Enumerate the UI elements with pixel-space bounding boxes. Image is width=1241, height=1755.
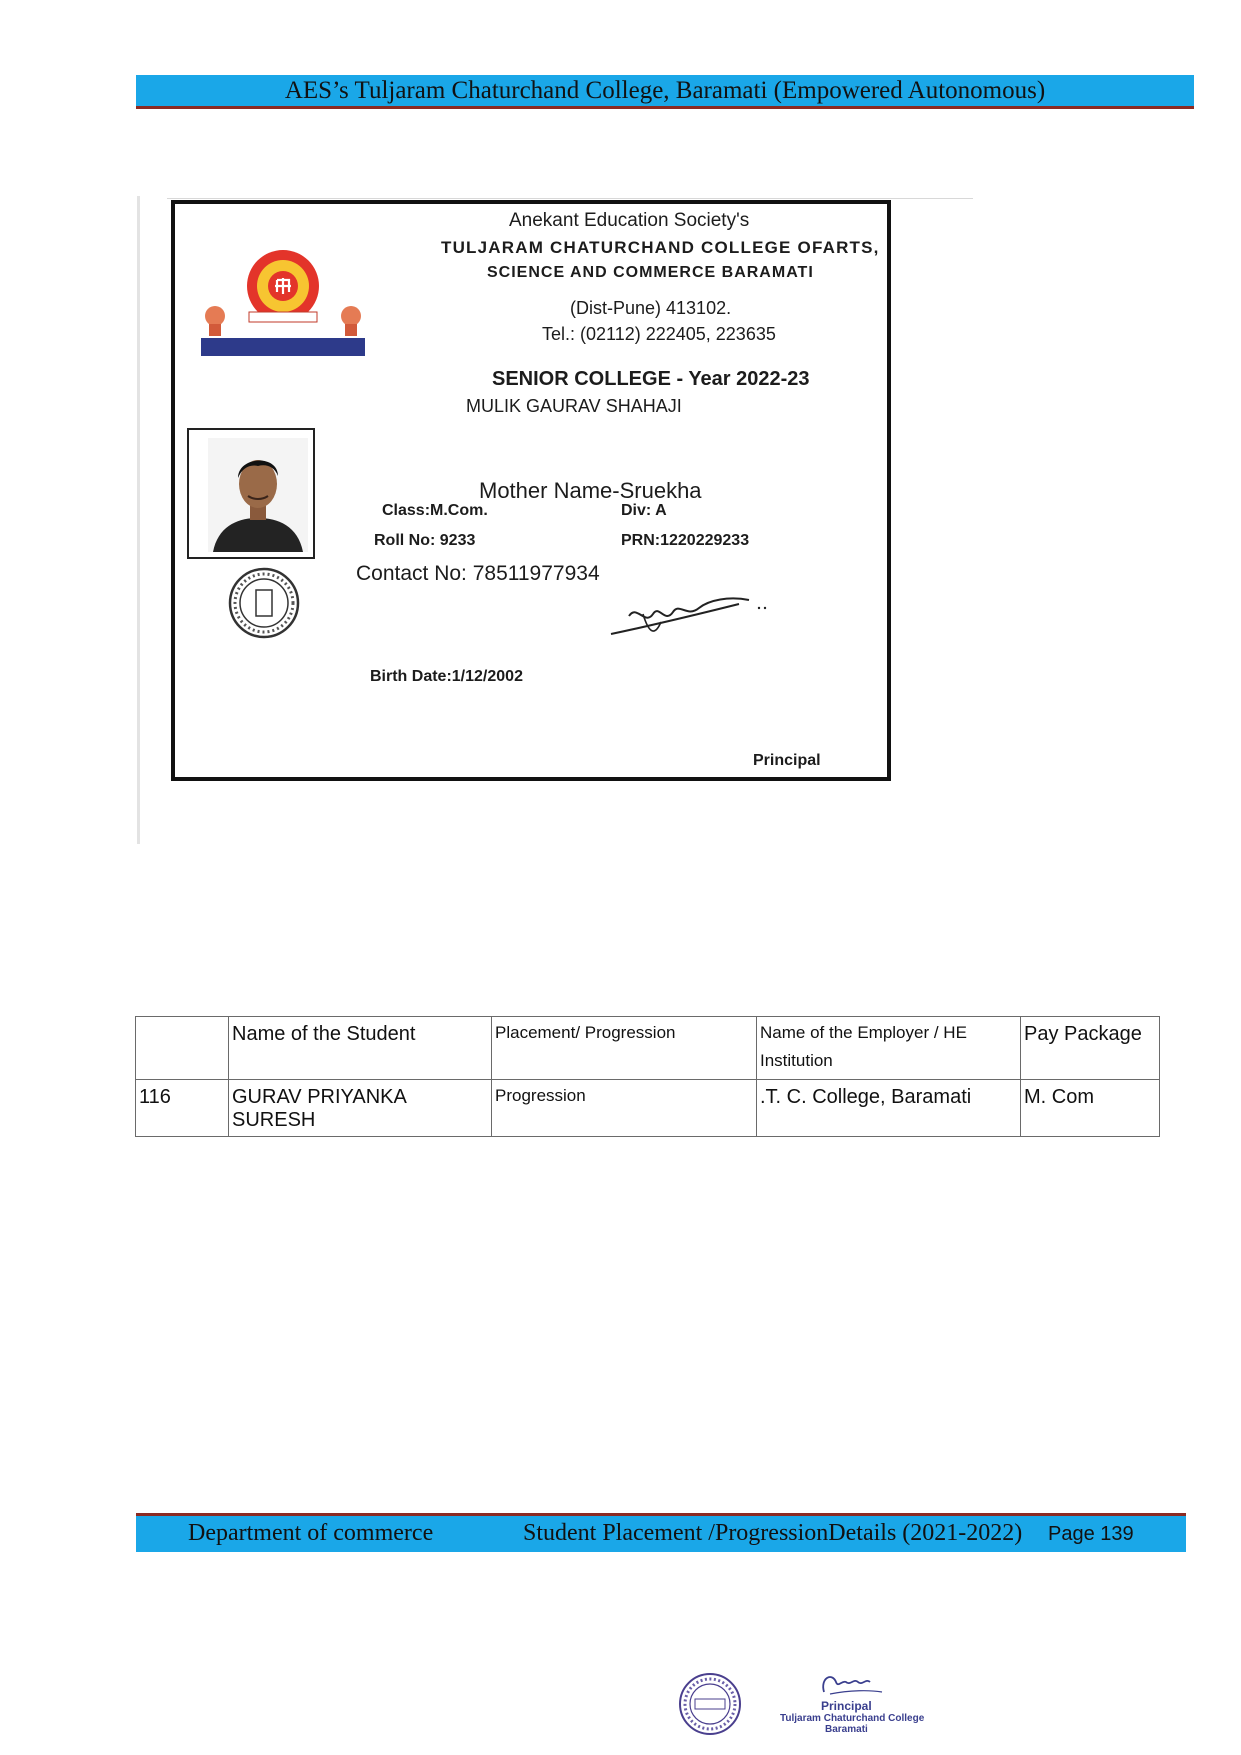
page-footer bbox=[136, 1513, 1186, 1552]
id-card-scan bbox=[137, 196, 973, 844]
principal-attestation bbox=[770, 1668, 925, 1752]
card-contact: Contact No: 78511977934 bbox=[356, 562, 600, 585]
footer-page: Page 139 bbox=[1048, 1523, 1134, 1545]
card-prn: PRN:1220229233 bbox=[621, 532, 750, 549]
header-title: AES’s Tuljaram Chaturchand College, Baramati (Empowered Autonomous) bbox=[284, 77, 1046, 104]
card-div: Div: A bbox=[621, 502, 667, 519]
cell-student: GURAV PRIYANKA SURESH bbox=[229, 1080, 492, 1137]
card-principal: Principal bbox=[753, 752, 821, 769]
cell-pay: M. Com bbox=[1021, 1080, 1160, 1137]
principal-signature-icon bbox=[609, 574, 781, 644]
student-portrait-icon bbox=[208, 438, 308, 552]
placement-table bbox=[135, 1016, 1160, 1137]
attestation-signature-icon bbox=[770, 1668, 920, 1700]
cell-placement: Progression bbox=[492, 1080, 757, 1137]
attestation-place: Baramati bbox=[825, 1724, 868, 1735]
card-student-name: MULIK GAURAV SHAHAJI bbox=[466, 396, 682, 416]
table-header-row bbox=[136, 1017, 1160, 1080]
college-stamp-icon bbox=[227, 566, 301, 640]
attestation-college: Tuljaram Chaturchand College bbox=[780, 1713, 925, 1724]
photo-frame bbox=[187, 428, 315, 559]
college-seal-icon bbox=[677, 1672, 743, 1736]
card-year: SENIOR COLLEGE - Year 2022-23 bbox=[492, 368, 810, 390]
scan-edge bbox=[137, 196, 140, 844]
card-college-line1: TULJARAM CHATURCHAND COLLEGE OFARTS, bbox=[441, 238, 880, 257]
page-header bbox=[136, 75, 1194, 109]
card-mother-name: Mother Name-Sruekha bbox=[479, 478, 702, 503]
scan-edge-top bbox=[167, 198, 973, 199]
card-birth-date: Birth Date:1/12/2002 bbox=[370, 668, 523, 685]
header-cell-student: Name of the Student bbox=[229, 1017, 492, 1080]
attestation-principal: Principal bbox=[821, 1699, 872, 1713]
card-class: Class:M.Com. bbox=[382, 502, 488, 519]
college-logo-icon bbox=[199, 248, 367, 360]
student-photo bbox=[208, 438, 308, 552]
id-card bbox=[171, 200, 891, 781]
header-cell-employer: Name of the Employer / HE Institution bbox=[757, 1017, 1021, 1080]
card-tel: Tel.: (02112) 222405, 223635 bbox=[542, 324, 776, 344]
table-row bbox=[136, 1080, 1160, 1137]
footer-department: Department of commerce bbox=[188, 1520, 434, 1546]
card-dist: (Dist-Pune) 413102. bbox=[570, 298, 732, 318]
header-cell-pay: Pay Package bbox=[1021, 1017, 1160, 1080]
cell-employer: .T. C. College, Baramati bbox=[757, 1080, 1021, 1137]
card-college-line2: SCIENCE AND COMMERCE BARAMATI bbox=[487, 264, 814, 281]
header-cell-placement: Placement/ Progression bbox=[492, 1017, 757, 1080]
footer-details: Student Placement /ProgressionDetails (2021-2022) bbox=[523, 1520, 1023, 1546]
card-society: Anekant Education Society's bbox=[509, 210, 750, 231]
cell-sr: 116 bbox=[136, 1080, 229, 1137]
card-roll-no: Roll No: 9233 bbox=[374, 532, 476, 549]
header-cell-sr bbox=[136, 1017, 229, 1080]
